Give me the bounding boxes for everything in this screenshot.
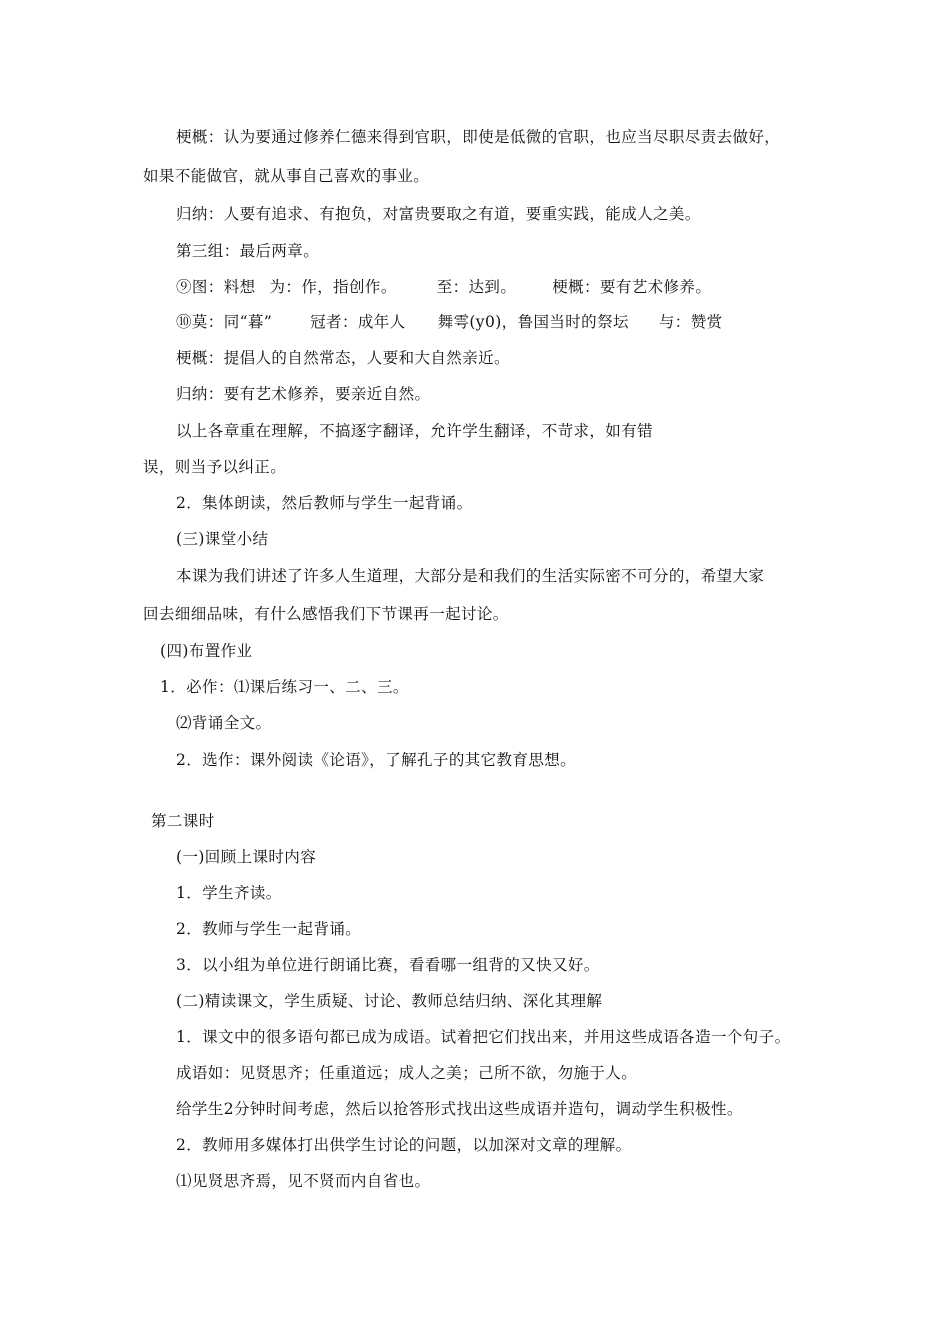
- annotation-item: 梗概：要有艺术修养。: [552, 278, 712, 296]
- section-heading: (三)课堂小结: [176, 530, 269, 548]
- paragraph-line: 归纳：要有艺术修养，要亲近自然。: [176, 385, 431, 403]
- paragraph-line: 第三组：最后两章。: [176, 242, 320, 260]
- paragraph-line: 回去细细品味，有什么感悟我们下节课再一起讨论。: [143, 605, 509, 623]
- list-item: 1．课文中的很多语句都已成为成语。试着把它们找出来，并用这些成语各造一个句子。: [176, 1028, 791, 1046]
- section-heading: (二)精读课文，学生质疑、讨论、教师总结归纳、深化其理解: [176, 992, 603, 1010]
- paragraph-line: 2．集体朗读，然后教师与学生一起背诵。: [176, 494, 473, 512]
- annotation-item: 为：作，指创作。: [269, 278, 397, 296]
- paragraph-line: 误，则当予以纠正。: [143, 458, 287, 476]
- list-item: 3．以小组为单位进行朗诵比赛，看看哪一组背的又快又好。: [176, 956, 600, 974]
- section-heading: (四)布置作业: [160, 642, 253, 660]
- paragraph-line: 本课为我们讲述了许多人生道理，大部分是和我们的生活实际密不可分的，希望大家: [176, 567, 765, 585]
- annotation-item: ⑩莫：同“暮”: [176, 313, 273, 331]
- list-item: 1．学生齐读。: [176, 884, 282, 902]
- paragraph-line: 如果不能做官，就从事自己喜欢的事业。: [143, 167, 430, 185]
- annotation-item: ⑨图：料想: [176, 278, 256, 296]
- list-item: 2．教师用多媒体打出供学生讨论的问题，以加深对文章的理解。: [176, 1136, 632, 1154]
- list-item: ⑵背诵全文。: [176, 714, 272, 732]
- lesson-heading: 第二课时: [151, 812, 215, 830]
- list-item: 1．必作：⑴课后练习一、二、三。: [160, 678, 409, 696]
- section-heading: (一)回顾上课时内容: [176, 848, 317, 866]
- annotation-line: [176, 276, 711, 298]
- annotation-item: 冠者：成年人: [310, 313, 406, 331]
- annotation-line: [176, 311, 723, 333]
- paragraph-line: 梗概：认为要通过修养仁德来得到官职，即使是低微的官职，也应当尽职尽责去做好，: [176, 128, 781, 146]
- annotation-item: 舞雩(y0)，鲁国当时的祭坛: [437, 313, 629, 331]
- paragraph-line: 成语如：见贤思齐；任重道远；成人之美；己所不欲，勿施于人。: [176, 1064, 638, 1082]
- list-item: 2．教师与学生一起背诵。: [176, 920, 362, 938]
- list-item: ⑴见贤思齐焉，见不贤而内自省也。: [176, 1172, 431, 1190]
- paragraph-line: 给学生2分钟时间考虑，然后以抢答形式找出这些成语并造句，调动学生积极性。: [176, 1100, 743, 1118]
- paragraph-line: 梗概：提倡人的自然常态，人要和大自然亲近。: [176, 349, 510, 367]
- annotation-item: 与：赞赏: [658, 313, 723, 331]
- list-item: 2．选作：课外阅读《论语》，了解孔子的其它教育思想。: [176, 751, 577, 769]
- annotation-item: 至：达到。: [436, 278, 517, 296]
- paragraph-line: 归纳：人要有追求、有抱负，对富贵要取之有道，要重实践，能成人之美。: [176, 205, 701, 223]
- paragraph-line: 以上各章重在理解，不搞逐字翻译，允许学生翻译，不苛求，如有错: [176, 422, 654, 440]
